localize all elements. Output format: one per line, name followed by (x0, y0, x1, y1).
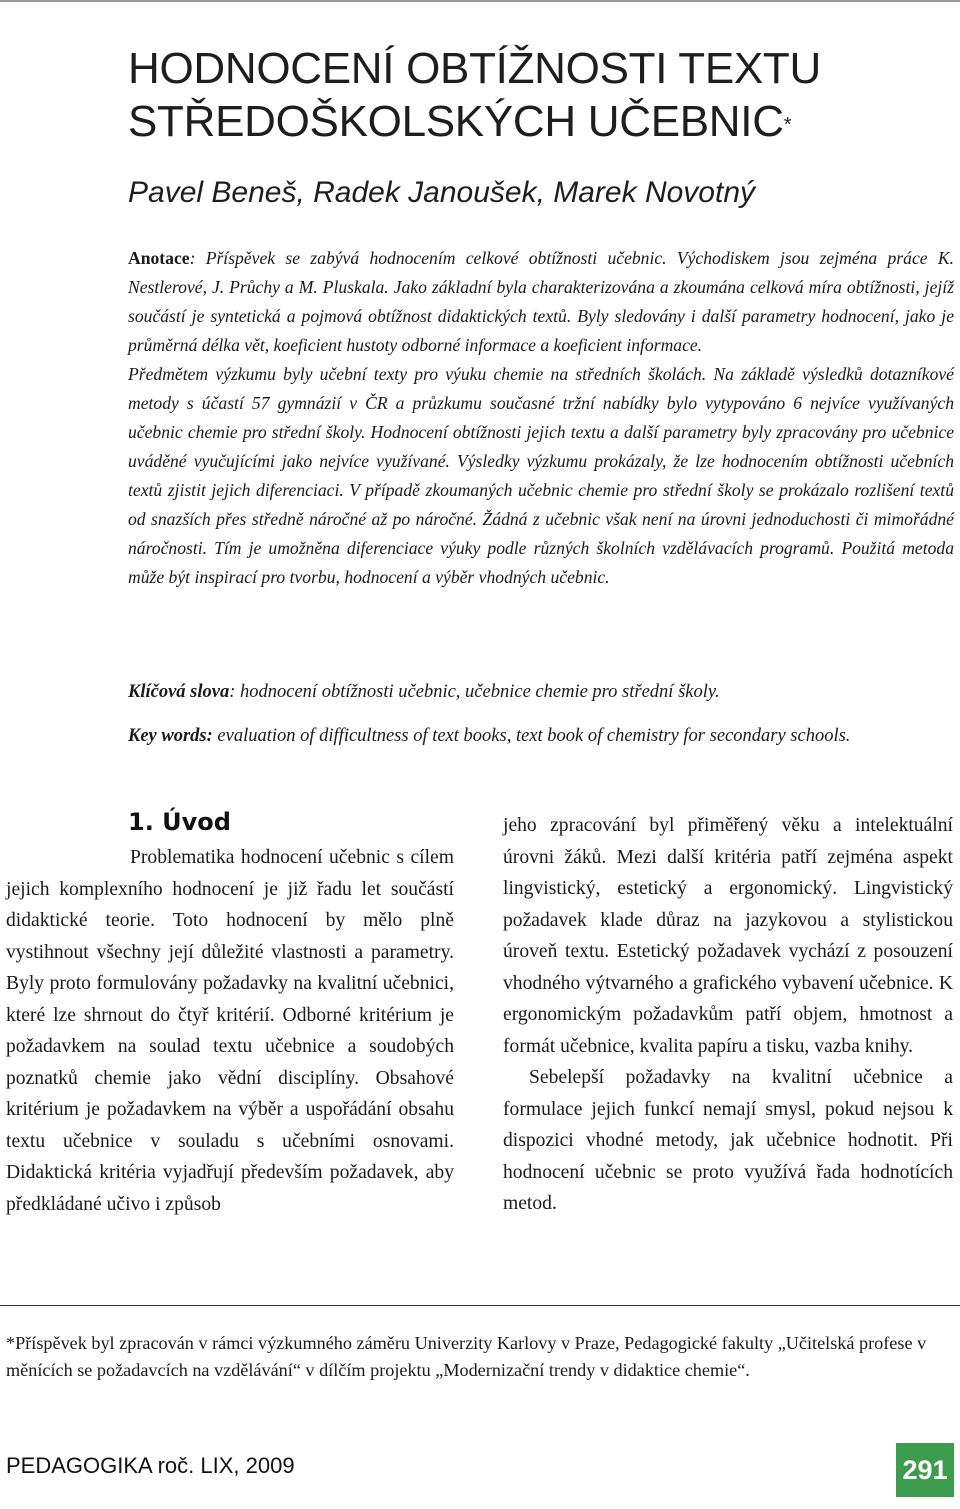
top-rule (0, 0, 960, 2)
body-left-column (6, 842, 454, 1220)
section-heading: 1. Úvod (128, 808, 231, 836)
page-number-badge: 291 (896, 1443, 954, 1497)
body-paragraph-right-2: Sebelepší požadavky na kvalitní učebnice a formulace jejich funkcí nemají smysl, pokud nejsou k dispozici vhodné metody, jak učebnice hodnotit. Při hodnocení učebnic se proto využívá řada hodnotících metod. (503, 1067, 953, 1214)
body-right-column (503, 810, 953, 1220)
title-footnote-mark: * (783, 114, 792, 136)
footnote: *Příspěvek byl zpracován v rámci výzkumného záměru Univerzity Karlovy v Praze, Pedagogické fakulty „Učitelská profese v měnících se požadavcích na vzdělávání“ v dílčím projektu „Modernizační trendy v didaktice chemie“. (6, 1333, 927, 1380)
title-line-2-text: STŘEDOŠKOLSKÝCH UČEBNIC (128, 97, 784, 146)
body-paragraph-right-1: jeho zpracování byl přiměřený věku a intelektuální úrovni žáků. Mezi další kritéria patří zejména aspekt lingvistický, estetický a ergonomický. Lingvistický požadavek klade důraz na jazykovou a stylistickou úroveň textu. Estetický požadavek vychází z posouzení vhodného výtvarného a grafického vybavení učebnice. K ergonomickým požadavkům patří objem, hmotnost a formát učebnice, kvalita papíru a tisku, vazba knihy. (503, 815, 953, 1057)
keywords-english-label: Key words: (128, 726, 213, 746)
title-line-2 (128, 95, 908, 148)
title-line-1: HODNOCENÍ OBTÍŽNOSTI TEXTU (128, 44, 821, 93)
keywords-czech-label: Klíčová slova (128, 682, 230, 702)
abstract (128, 244, 954, 592)
authors: Pavel Beneš, Radek Janoušek, Marek Novotný (128, 176, 755, 209)
keywords-english (128, 722, 954, 751)
footnote-divider (0, 1305, 960, 1306)
body-paragraph-left: Problematika hodnocení učebnic s cílem jejich komplexního hodnocení je již řadu let součástí didaktické teorie. Toto hodnocení by mělo plně vystihnout všechny její důležité vlastnosti a parametry. Byly proto formulovány požadavky na kvalitní učebnici, které lze shrnout do čtyř kritérií. Odborné kritérium je požadavkem na soulad textu učebnice a soudobých poznatků chemie jako vědní disciplíny. Obsahové kritérium je požadavkem na výběr a uspořádání obsahu textu učebnice v souladu s učebními osnovami. Didaktická kritéria vyjadřují především požadavek, aby předkládané učivo i způsob (6, 847, 454, 1215)
keywords-english-text: evaluation of difficultness of text books, text book of chemistry for secondary schools. (212, 726, 851, 746)
abstract-paragraph-1 (128, 244, 954, 360)
abstract-paragraph-2: Předmětem výzkumu byly učební texty pro výuku chemie na středních školách. Na základě výsledků dotazníkové metody s účastí 57 gymnázií v ČR a průzkumu současné tržní nabídky bylo vytypováno 6 nejvíce využívaných učebnic chemie pro střední školy. Hodnocení obtížnosti jejich textu a další parametry byly zpracovány pro učebnice uváděné vyučujícími jako nejvíce využívané. Výsledky výzkumu prokázaly, že lze hodnocením obtížnosti učebních textů zjistit jejich diferenciaci. V případě zkoumaných učebnic chemie pro střední školy se prokázalo rozlišení textů od snazších přes středně náročné až po náročné. Žádná z učebnic však není na úrovni jednoduchosti či mimořádné náročnosti. Tím je umožněna diferenciace výuky podle různých školních vzdělávacích programů. Použitá metoda může být inspirací pro tvorbu, hodnocení a výběr vhodných učebnic. (128, 364, 954, 587)
abstract-text-1: : Příspěvek se zabývá hodnocením celkové obtížnosti učebnic. Východiskem jsou zejména práce K. Nestlerové, J. Průchy a M. Pluskala. Jako základní byla charakterizována a zkoumána celková míra obtížnosti, jejíž součástí je syntetická a pojmová obtížnost didaktických textů. Byly sledovány i další parametry hodnocení, jako je průměrná délka vět, koeficient hustoty odborné informace a koeficient informace. (128, 248, 954, 355)
keywords-czech (128, 678, 954, 707)
keywords-czech-text: : hodnocení obtížnosti učebnic, učebnice chemie pro střední školy. (229, 682, 720, 702)
article-title (128, 42, 908, 148)
journal-footer: PEDAGOGIKA roč. LIX, 2009 (6, 1453, 295, 1478)
abstract-label: Anotace (128, 248, 190, 268)
